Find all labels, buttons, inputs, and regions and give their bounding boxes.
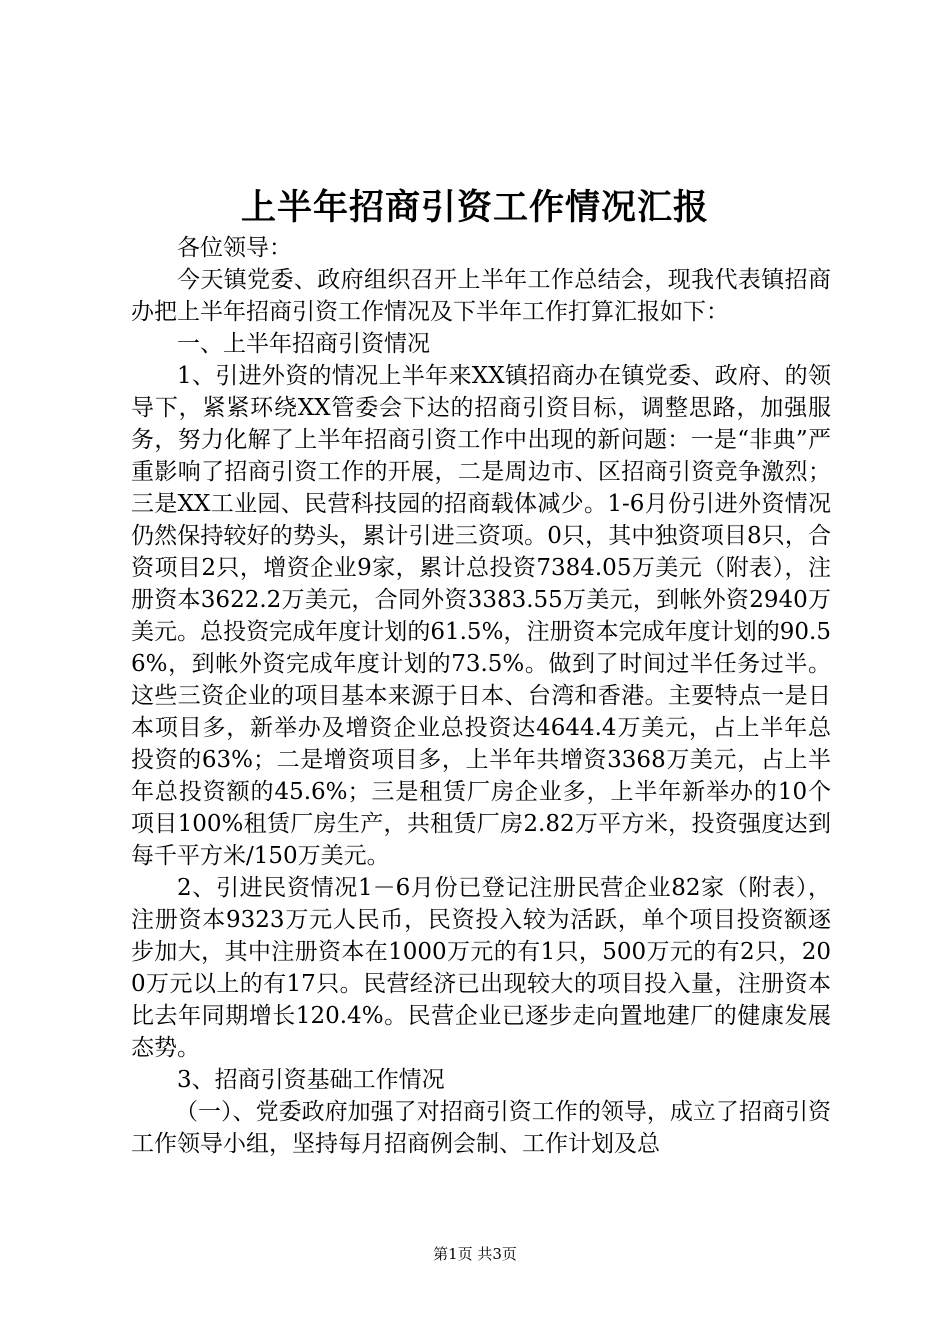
private-investment-paragraph: 2、引进民资情况1－6月份已登记注册民营企业82家（附表），注册资本9323万元人民币，民资投入较为活跃，单个项目投资额逐步加大，其中注册资本在1000万元的有1只，500万元的有2只，200万元以上的有17只。民营经济已出现较大的项目投入量，注册资本比去年同期增长120.4%。民营企业已逐步走向置地建厂的健康发展态势。 xyxy=(131,875,831,1061)
intro-paragraph: 今天镇党委、政府组织召开上半年工作总结会，现我代表镇招商办把上半年招商引资工作情况及下半年工作打算汇报如下： xyxy=(131,267,831,325)
section-heading: 一、上半年招商引资情况 xyxy=(177,331,430,357)
page-number-footer: 第1页 共3页 xyxy=(433,1245,517,1263)
salutation: 各位领导： xyxy=(177,235,292,261)
leadership-paragraph: （一）、党委政府加强了对招商引资工作的领导，成立了招商引资工作领导小组，坚持每月招商例会制、工作计划及总 xyxy=(131,1099,831,1157)
foreign-investment-paragraph: 1、引进外资的情况上半年来XX镇招商办在镇党委、政府、的领导下，紧紧环绕XX管委会下达的招商引资目标，调整思路，加强服务，努力化解了上半年招商引资工作中出现的新问题：一是“非典”严重影响了招商引资工作的开展，二是周边市、区招商引资竞争激烈；三是XX工业园、民营科技园的招商载体减少。1-6月份引进外资情况仍然保持较好的势头，累计引进三资项。0只，其中独资项目8只，合资项目2只，增资企业9家，累计总投资7384.05万美元（附表），注册资本3622.2万美元，合同外资3383.55万美元，到帐外资2940万美元。总投资完成年度计划的61.5%，注册资本完成年度计划的90.56%，到帐外资完成年度计划的73.5%。做到了时间过半任务过半。这些三资企业的项目基本来源于日本、台湾和香港。主要特点一是日本项目多，新举办及增资企业总投资达4644.4万美元，占上半年总投资的63%；二是增资项目多，上半年共增资3368万美元，占上半年总投资额的45.6%；三是租赁厂房企业多，上半年新举办的10个项目100%租赁厂房生产，共租赁厂房2.82万平方米，投资强度达到每千平方米/150万美元。 xyxy=(131,363,831,869)
document-body xyxy=(131,232,831,1160)
document-title: 上半年招商引资工作情况汇报 xyxy=(240,187,709,228)
subsection-heading: 3、招商引资基础工作情况 xyxy=(177,1067,445,1093)
